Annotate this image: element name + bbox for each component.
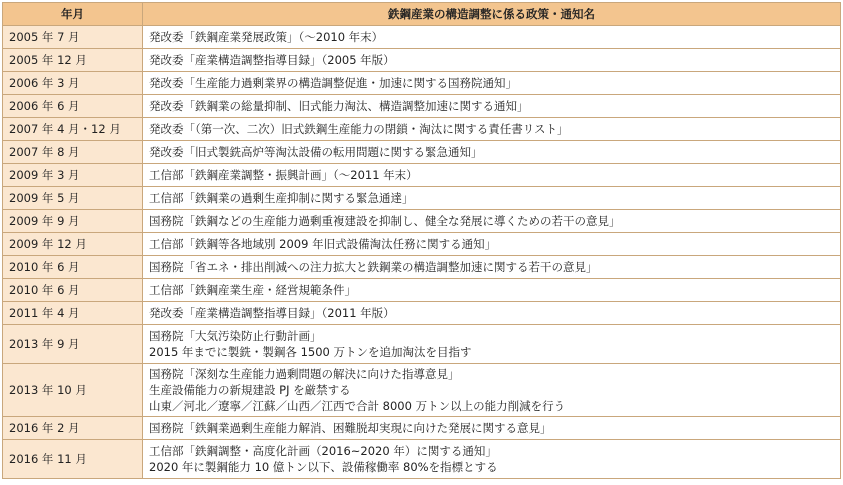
row-policy — [143, 187, 841, 210]
row-policy — [143, 417, 841, 440]
table-row — [3, 164, 841, 187]
table-row — [3, 210, 841, 233]
policy-line: 国務院「省エネ・排出削減への注力拡大と鉄鋼業の構造調整加速に関する若干の意見」 — [149, 260, 598, 274]
row-date: 2006 年 3 月 — [3, 72, 143, 95]
row-policy — [143, 325, 841, 364]
policy-table — [2, 2, 841, 479]
policy-line: 国務院「大気汚染防止行動計画」 — [149, 329, 322, 343]
row-date: 2013 年 9 月 — [3, 325, 143, 364]
policy-line: 工信部「鉄鋼産業調整・振興計画」（～2011 年末） — [149, 168, 418, 182]
policy-line: 国務院「鉄鋼などの生産能力過剰重複建設を抑制し、健全な発展に導くための若干の意見」 — [149, 214, 621, 228]
policy-line: 工信部「鉄鋼産業生産・経営規範条件」 — [149, 283, 356, 297]
table-row — [3, 141, 841, 164]
row-policy — [143, 302, 841, 325]
row-date: 2011 年 4 月 — [3, 302, 143, 325]
row-date: 2010 年 6 月 — [3, 256, 143, 279]
row-date: 2016 年 11 月 — [3, 440, 143, 479]
row-date: 2016 年 2 月 — [3, 417, 143, 440]
row-date: 2007 年 4 月・12 月 — [3, 118, 143, 141]
header-policy: 鉄鋼産業の構造調整に係る政策・通知名 — [143, 3, 841, 26]
row-policy — [143, 95, 841, 118]
table-row — [3, 440, 841, 479]
table-row — [3, 325, 841, 364]
row-date: 2013 年 10 月 — [3, 364, 143, 417]
policy-line: 発改委「生産能力過剰業界の構造調整促進・加速に関する国務院通知」 — [149, 76, 517, 90]
row-policy — [143, 440, 841, 479]
table-row — [3, 256, 841, 279]
row-date: 2009 年 5 月 — [3, 187, 143, 210]
row-date: 2009 年 3 月 — [3, 164, 143, 187]
table-row — [3, 364, 841, 417]
row-policy — [143, 279, 841, 302]
row-policy — [143, 49, 841, 72]
policy-line: 発改委「（第一次、二次）旧式鉄鋼生産能力の閉鎖・淘汰に関する責任書リスト」 — [149, 122, 569, 136]
policy-line: 山東／河北／遼寧／江蘇／山西／江西で合計 8000 万トン以上の能力削減を行う — [149, 399, 566, 413]
policy-line: 国務院「鉄鋼業過剰生産能力解消、困難脱却実現に向けた発展に関する意見」 — [149, 421, 552, 435]
policy-line: 2020 年に製鋼能力 10 億トン以下、設備稼働率 80%を指標とする — [149, 460, 498, 474]
policy-line: 発改委「旧式製銑高炉等淘汰設備の転用問題に関する緊急通知」 — [149, 145, 483, 159]
policy-line: 発改委「産業構造調整指導目録」（2011 年版） — [149, 306, 395, 320]
policy-line: 発改委「産業構造調整指導目録」（2005 年版） — [149, 53, 395, 67]
policy-line: 発改委「鉄鋼業の総量抑制、旧式能力淘汰、構造調整加速に関する通知」 — [149, 99, 529, 113]
policy-line: 工信部「鉄鋼調整・高度化計画（2016~2020 年）に関する通知」 — [149, 444, 497, 458]
policy-line: 生産設備能力の新規建設 PJ を厳禁する — [149, 383, 351, 397]
table-row — [3, 118, 841, 141]
table-row — [3, 417, 841, 440]
table-row — [3, 26, 841, 49]
policy-line: 2015 年までに製銑・製鋼各 1500 万トンを追加淘汰を目指す — [149, 345, 472, 359]
header-year: 年月 — [3, 3, 143, 26]
header-row — [3, 3, 841, 26]
table-row — [3, 95, 841, 118]
row-policy — [143, 233, 841, 256]
table-row — [3, 187, 841, 210]
policy-line: 工信部「鉄鋼等各地域別 2009 年旧式設備淘汰任務に関する通知」 — [149, 237, 497, 251]
row-date: 2009 年 9 月 — [3, 210, 143, 233]
row-date: 2005 年 7 月 — [3, 26, 143, 49]
policy-line: 国務院「深刻な生産能力過剰問題の解決に向けた指導意見」 — [149, 367, 460, 381]
row-policy — [143, 364, 841, 417]
row-policy — [143, 118, 841, 141]
row-date: 2009 年 12 月 — [3, 233, 143, 256]
policy-line: 発改委「鉄鋼産業発展政策」（～2010 年末） — [149, 30, 384, 44]
row-date: 2006 年 6 月 — [3, 95, 143, 118]
table-row — [3, 72, 841, 95]
row-date: 2005 年 12 月 — [3, 49, 143, 72]
table-row — [3, 302, 841, 325]
table-row — [3, 49, 841, 72]
row-policy — [143, 26, 841, 49]
policy-line: 工信部「鉄鋼業の過剰生産抑制に関する緊急通達」 — [149, 191, 414, 205]
table-row — [3, 279, 841, 302]
row-policy — [143, 141, 841, 164]
row-policy — [143, 164, 841, 187]
row-policy — [143, 256, 841, 279]
row-date: 2010 年 6 月 — [3, 279, 143, 302]
row-date: 2007 年 8 月 — [3, 141, 143, 164]
row-policy — [143, 72, 841, 95]
table-row — [3, 233, 841, 256]
row-policy — [143, 210, 841, 233]
